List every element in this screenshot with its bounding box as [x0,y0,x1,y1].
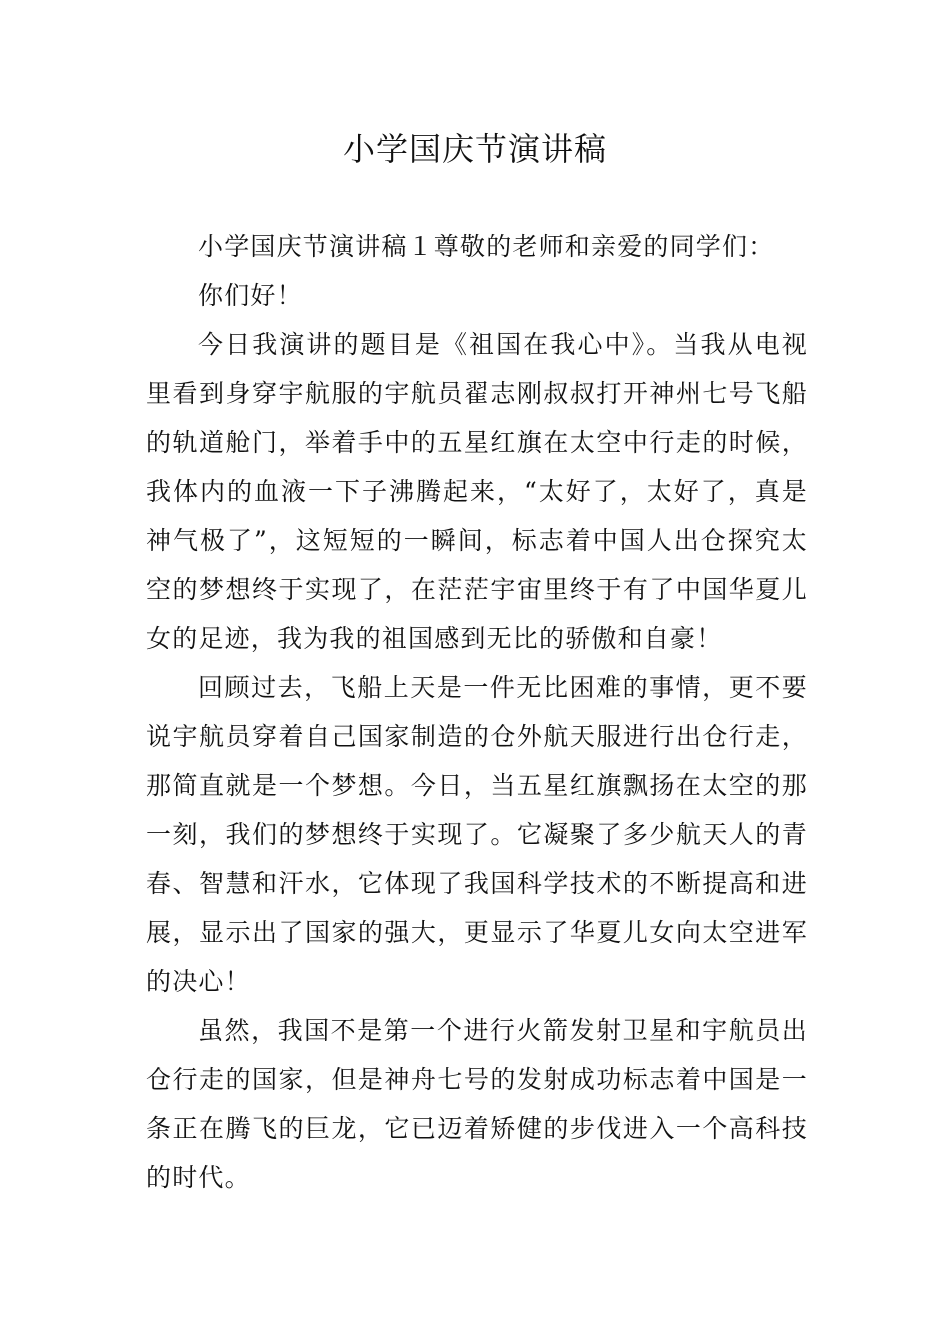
paragraph: 回顾过去，飞船上天是一件无比困难的事情，更不要说宇航员穿着自己国家制造的仓外航天服进行出仓行走，那简直就是一个梦想。今日，当五星红旗飘扬在太空的那一刻，我们的梦想终于实现了。它凝聚了多少航天人的青春、智慧和汗水，它体现了我国科学技术的不断提高和进展，显示出了国家的强大，更显示了华夏儿女向太空进军的决心！ [146,673,808,996]
paragraph: 小学国庆节演讲稿１尊敬的老师和亲爱的同学们： [198,232,775,261]
document-title: 小学国庆节演讲稿 [342,130,607,168]
paragraph: 今日我演讲的题目是《祖国在我心中》。当我从电视里看到身穿宇航服的宇航员翟志刚叔叔打开神州七号飞船的轨道舱门，举着手中的五星红旗在太空中行走的时候，我体内的血液一下子沸腾起来，“太好了，太好了，真是神气极了”，这短短的一瞬间，标志着中国人出仓探究太空的梦想终于实现了，在茫茫宇宙里终于有了中国华夏儿女的足迹，我为我的祖国感到无比的骄傲和自豪！ [146,330,808,653]
paragraph: 虽然，我国不是第一个进行火箭发射卫星和宇航员出仓行走的国家，但是神舟七号的发射成功标志着中国是一条正在腾飞的巨龙，它已迈着矫健的步伐进入一个高科技的时代。 [146,1016,808,1192]
paragraph: 你们好！ [198,281,303,310]
document-body [146,222,808,1202]
